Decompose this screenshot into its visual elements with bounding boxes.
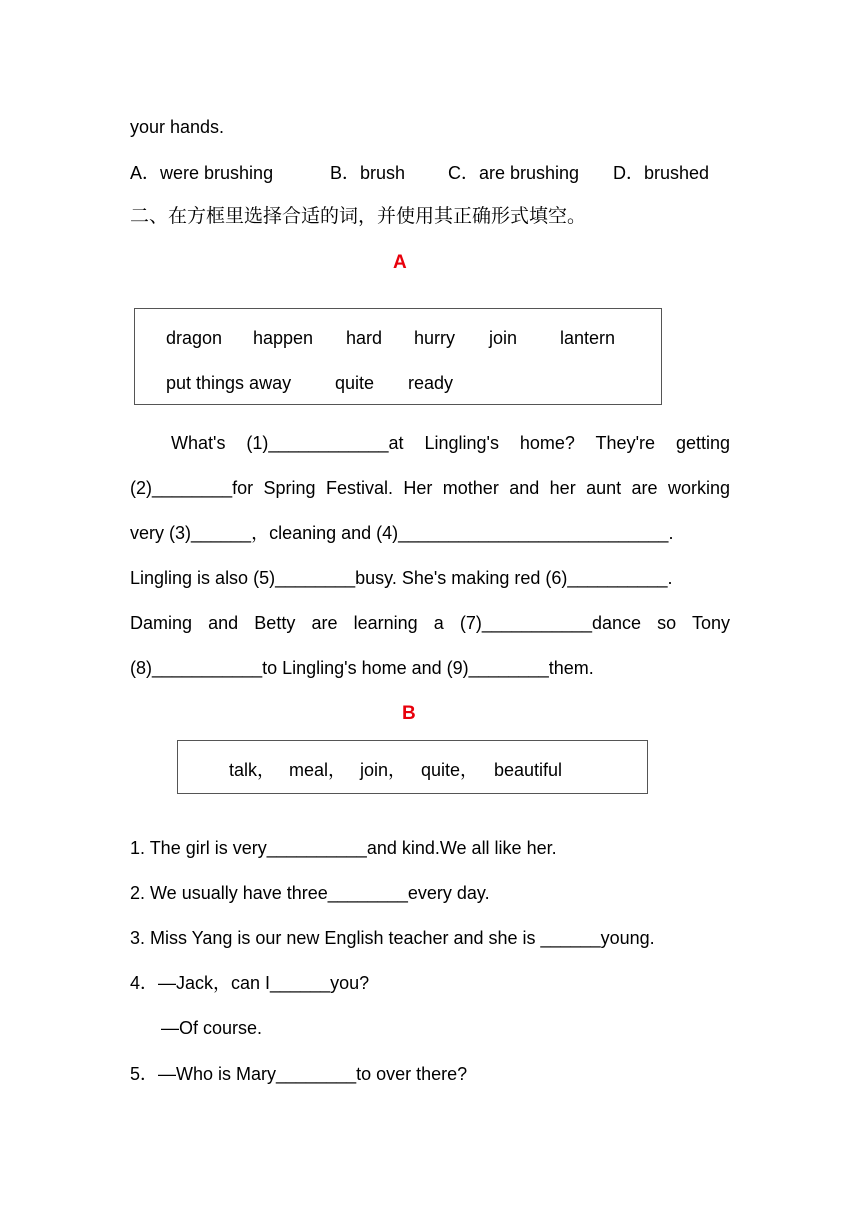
option-letter: C． (448, 163, 479, 183)
passage-line: (8)___________to Lingling's home and (9)________them. (130, 658, 594, 678)
section-heading: 二、在方框里选择合适的词，并使用其正确形式填空。 (130, 205, 587, 227)
word-box-item: quite (335, 373, 375, 393)
question-2: 2. We usually have three________every day. (130, 883, 490, 903)
word-box-item: put things away (166, 373, 292, 393)
option-text: are brushing (479, 163, 580, 183)
word-box-item: happen (253, 328, 314, 348)
option-text: brushed (644, 163, 710, 183)
question-3: 3. Miss Yang is our new English teacher and she is ______young. (130, 928, 655, 948)
word-box-item: quite， (421, 760, 479, 780)
option-letter: A． (130, 163, 161, 183)
word-box-item: hard (346, 328, 383, 348)
question-1: 1. The girl is very__________and kind.We all like her. (130, 838, 557, 858)
passage-line: very (3)______，cleaning and (4)___________________________. (130, 523, 674, 543)
part-b-label: B (402, 703, 416, 724)
option-text: brush (360, 163, 406, 183)
option-letter: D． (613, 163, 644, 183)
question-tail-text: your hands. (130, 117, 225, 137)
word-box-item: ready (408, 373, 454, 393)
passage-line: Lingling is also (5)________busy. She's making red (6)__________. (130, 568, 673, 588)
word-box-item: lantern (560, 328, 616, 348)
passage-line: Daming and Betty are learning a (7)___________dance so Tony (130, 613, 730, 633)
question-5: 5．—Who is Mary________to over there? (130, 1064, 468, 1084)
part-a-label: A (393, 252, 407, 273)
option-c[interactable] (448, 161, 579, 185)
word-box-item: beautiful (494, 760, 563, 780)
word-box-item: meal， (289, 760, 347, 780)
word-box-item: talk， (229, 760, 276, 780)
option-b[interactable] (330, 161, 405, 185)
option-letter: B． (330, 163, 361, 183)
word-box-item: hurry (414, 328, 456, 348)
word-box-item: join， (360, 760, 407, 780)
passage-line: What's (1)____________at Lingling's home? They're getting (171, 433, 730, 453)
question-4: 4．—Jack，can I______you? (130, 973, 370, 993)
option-text: were brushing (160, 163, 274, 183)
word-box-b (177, 740, 648, 794)
passage-line: (2)________for Spring Festival. Her mother and her aunt are working (130, 478, 730, 498)
option-a[interactable] (130, 161, 273, 185)
word-box-item: dragon (166, 328, 223, 348)
word-box-item: join (489, 328, 518, 348)
question-4-answer: —Of course. (161, 1018, 263, 1038)
word-box-a (134, 308, 662, 405)
option-d[interactable] (613, 161, 709, 185)
